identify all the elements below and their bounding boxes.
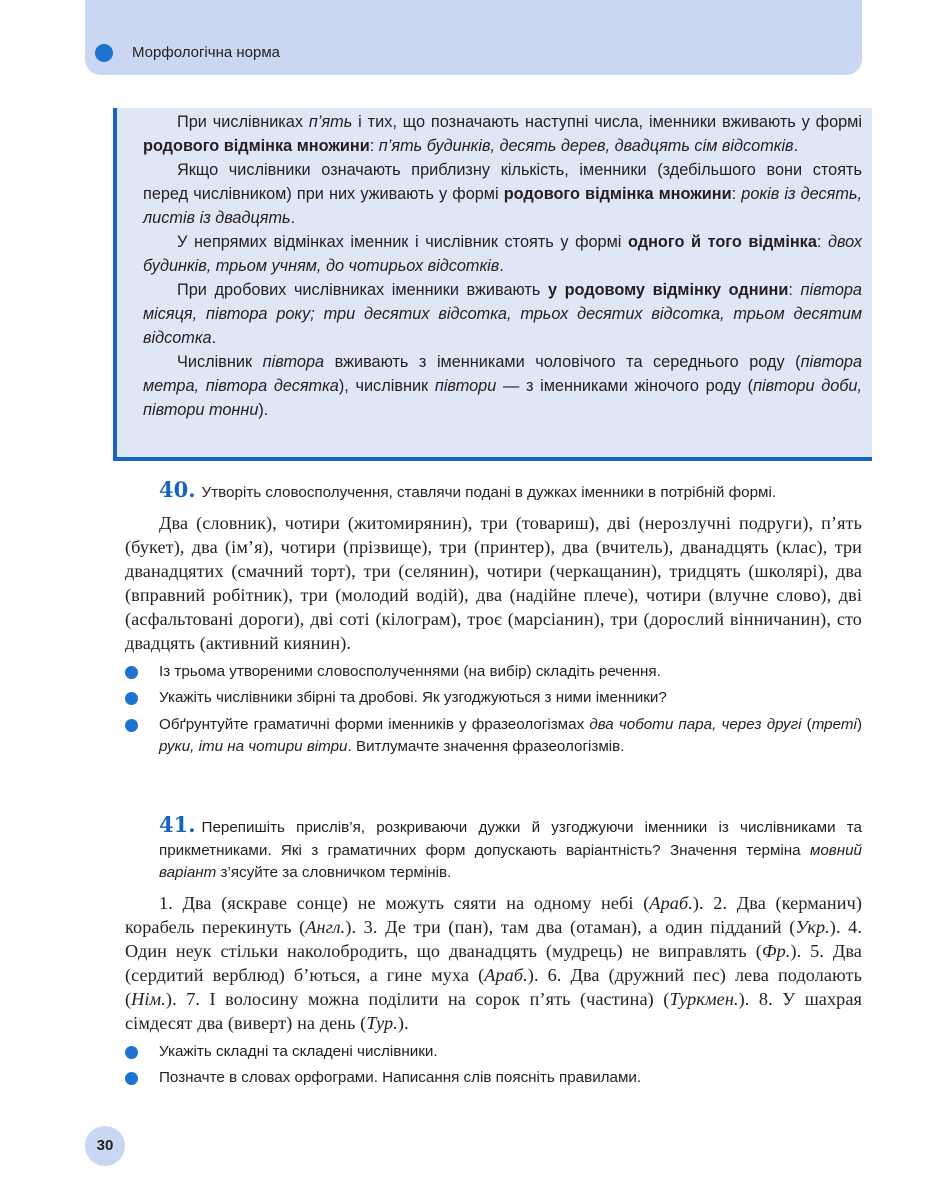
rule-box — [113, 108, 872, 461]
exercise-number: 41. — [159, 812, 196, 837]
header-bar — [85, 0, 862, 75]
bullet-icon — [125, 666, 138, 679]
exercise-41-text: 1. Два (яскраве сонце) не можуть сяяти на одному небі (Араб.). 2. Два (керманич) корабель перекинуть (Англ.). 3. Де три (пан), там два (отаман), а один підданий (Укр.). 4. Один неук стільки наколобродить, що дванадцять (мудрець) не виправлять (Фр.). 5. Два (сердитий верблюд) б’ються, а гине муха (Араб.). 6. Два (дружний пес) лева подолають (Нім.). 7. І волосину можна поділити на сорок п’ять (частина) (Туркмен.). 8. У шахрая сімдесят два (виверт) на день (Тур.). — [125, 892, 863, 1033]
exercise-number: 40. — [159, 477, 196, 502]
bullet-icon — [125, 692, 138, 705]
rule-paragraph-1: При числівниках п’ять і тих, що позначають наступні числа, іменники вживають у формі родового відмінка множини: п’ять будинків, десять дерев, двадцять сім відсотків. — [143, 113, 862, 155]
rule-paragraph-4: При дробових числівниках іменники вживають у родовому відмінку однини: півтора місяця, півтора року; три десятих відсотка, трьох десятих відсотка, трьом десятим відсотка. — [143, 281, 862, 347]
exercise-40-bullet-1: Із трьома утвореними словосполученнями (на вибір) складіть речення. — [159, 661, 862, 684]
exercise-40-bullet-2: Укажіть числівники збірні та дробові. Як узгоджуються з ними іменники? — [159, 687, 862, 710]
exercise-40-task: 40. Утворіть словосполучення, ставлячи подані в дужках іменники в потрібній формі. — [159, 477, 777, 502]
exercise-41-bullet-2: Позначте в словах орфограми. Написання слів поясніть правилами. — [159, 1067, 862, 1090]
exercise-40 — [125, 477, 862, 759]
rule-paragraph-3: У непрямих відмінках іменник і числівник стоять у формі одного й того відмінка: двох будинків, трьом учням, до чотирьох відсотків. — [143, 233, 862, 275]
bullet-icon — [125, 1046, 138, 1059]
exercise-41-task: 41. Перепишіть прислів’я, розкриваючи дужки й узгоджуючи іменники із числівниками та прикметниками. Які з граматичних форм допускають варіантність? Значення терміна мовний варіант з’ясуйте за словничком термінів. — [159, 812, 862, 881]
exercise-41-bullet-1: Укажіть складні та складені числівники. — [159, 1041, 862, 1064]
header-bullet-icon — [95, 44, 113, 62]
section-title: Морфологічна норма — [132, 44, 281, 61]
page-number: 30 — [85, 1126, 125, 1166]
exercise-40-text: Два (словник), чотири (житомирянин), три (товариш), дві (нерозлучні подруги), п’ять (букет), два (ім’я), чотири (прізвище), три (принтер), два (вчитель), дванадцять (клас), три дванадцятих (смачний торт), три (селянин), чотири (черкащанин), тридцять (школярі), два (вправний робітник), три (молодий водій), два (надійне плече), чотири (влучне слово), дві (асфальтовані дороги), дві соті (кілограм), троє (марсіанин), три (дорослий вінничанин), сто двадцять (активний киянин). — [125, 512, 862, 653]
exercise-41 — [125, 812, 863, 1090]
bullet-icon — [125, 719, 138, 732]
exercise-40-bullet-3: Обґрунтуйте граматичні форми іменників у фразеологізмах два чоботи пара, через другі (треті) руки, іти на чотири вітри. Витлумачте значення фразеологізмів. — [159, 714, 862, 759]
bullet-icon — [125, 1072, 138, 1085]
rule-paragraph-2: Якщо числівники означають приблизну кількість, іменники (здебільшого вони стоять перед числівником) при них уживають у формі родового відмінка множини: років із десять, листів із двадцять. — [143, 161, 862, 227]
rule-paragraph-5: Числівник півтора вживають з іменниками чоловічого та середнього роду (півтора метра, півтора десятка), числівник півтори — з іменниками жіночого роду (півтори доби, півтори тонни). — [143, 353, 863, 419]
